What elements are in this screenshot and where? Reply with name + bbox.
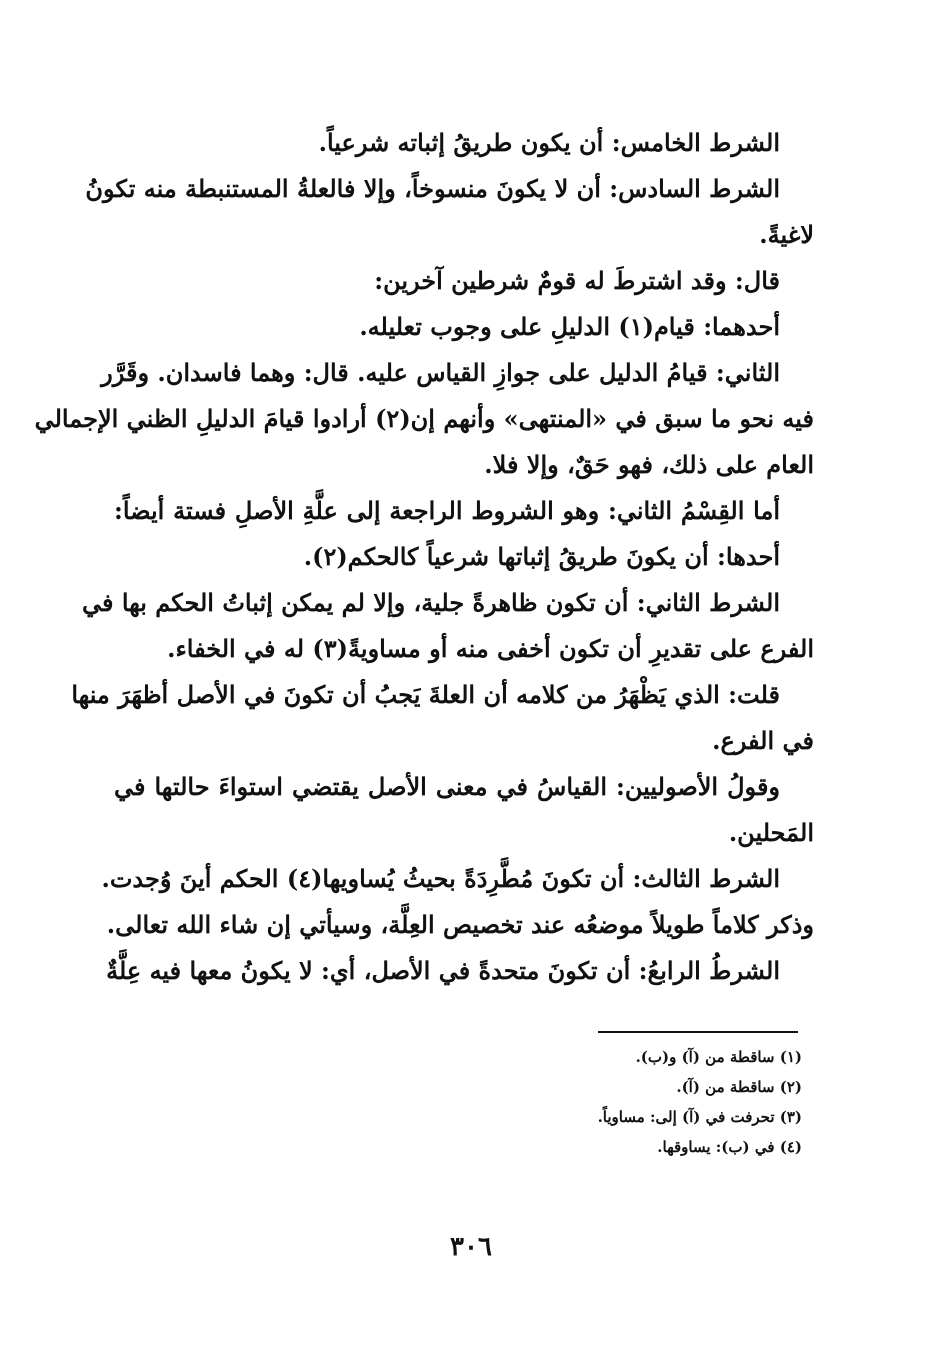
footnote: (٣) تحرفت في (آ) إلى: مساوياً. [597,1108,802,1126]
text-line: فيه نحو ما سبق في «المنتهى» وأنهم إن(٢) أرادوا قيامَ الدليلِ الظني الإجمالي [34,404,814,433]
text-line: أحدهما: قيام(١) الدليلِ على وجوب تعليله. [359,312,780,341]
text-line: العام على ذلك، فهو حَقٌ، وإلا فلا. [484,450,814,479]
text-line: في الفرع. [712,726,814,755]
footnote: (١) ساقطة من (آ) و(ب). [635,1048,802,1066]
text-line: أحدها: أن يكونَ طريقُ إثباتها شرعياً كالحكم(٢). [303,542,780,571]
text-line: قلت: الذي يَظْهَرُ من كلامه أن العلةَ يَجبُ أن تكونَ في الأصل أظهَرَ منها [71,680,780,709]
page-number: ٣٠٦ [450,1232,492,1262]
text-line: الشرط الثاني: أن تكون ظاهرةً جلية، وإلا لم يمكن إثباتُ الحكم بها في [82,588,780,617]
footnote: (٤) في (ب): يساوقها. [657,1138,802,1156]
text-line: المَحلين. [728,818,814,847]
text-line: قال: وقد اشترطَ له قومٌ شرطين آخرين: [374,266,780,295]
text-line: الشرطُ الرابعُ: أن تكونَ متحدةً في الأصل، أي: لا يكونُ معها فيه عِلَّةٌ [106,956,780,985]
footnotes [302,1042,802,1162]
text-line: لاغيةً. [759,220,814,249]
text-line: الثاني: قيامُ الدليل على جوازِ القياس عليه. قال: وهما فاسدان. وقَرَّر [101,358,780,387]
text-line: الشرط الخامس: أن يكون طريقُ إثباته شرعياً. [318,128,780,157]
text-line: الشرط السادس: أن لا يكونَ منسوخاً، وإلا فالعلةُ المستنبطة منه تكونُ [85,174,780,203]
text-line: أما القِسْمُ الثاني: وهو الشروط الراجعة إلى علَّةِ الأصلِ فستة أيضاً: [114,496,780,525]
text-line: الشرط الثالث: أن تكونَ مُطَّرِدَةً بحيثُ يُساويها(٤) الحكم أينَ وُجدت. [101,864,780,893]
text-line: وقولُ الأصوليين: القياسُ في معنى الأصل يقتضي استواءَ حالتها في [114,772,780,801]
text-line: وذكر كلاماً طويلاً موضعُه عند تخصيص العِلَّة، وسيأتي إن شاء الله تعالى. [106,910,814,939]
text-line: الفرع على تقديرِ أن تكون أخفى منه أو مساويةً(٣) له في الخفاء. [167,634,814,663]
footnote: (٢) ساقطة من (آ). [676,1078,802,1096]
footnote-divider [598,1031,798,1033]
main-text [34,120,814,994]
